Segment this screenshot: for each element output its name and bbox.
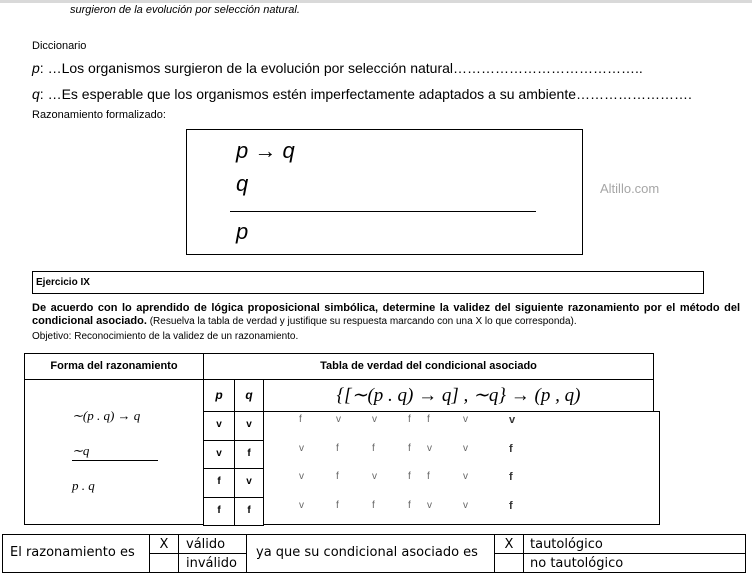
truth-value: v	[463, 442, 468, 454]
truth-value: f	[408, 499, 411, 511]
col-q-header: q	[245, 388, 253, 402]
q-value: f	[247, 504, 251, 516]
top-line-text: surgieron de la evolución por selección natural.	[70, 4, 300, 16]
watermark: Altillo.com	[600, 181, 660, 196]
truth-value: f	[427, 414, 430, 425]
p-value: v	[216, 419, 222, 430]
q-value: v	[246, 419, 252, 430]
header-truth: Tabla de verdad del condicional asociado	[320, 360, 537, 372]
p-value: f	[217, 476, 221, 487]
exercise-title: Ejercicio IX	[36, 277, 90, 288]
header-form: Forma del razonamiento	[50, 360, 178, 372]
truth-value: f	[336, 442, 339, 454]
form-premise-1: ∼(p . q) → q	[72, 408, 141, 423]
conclusion-line	[230, 211, 536, 212]
top-divider	[0, 0, 752, 3]
q-value: v	[246, 476, 252, 487]
main-connective-value: v	[509, 414, 516, 426]
truth-value: v	[299, 471, 304, 482]
premise-2: q	[236, 171, 249, 196]
truth-value: v	[463, 471, 468, 482]
form-premise-2: ∼q	[72, 443, 90, 458]
answer-middle: ya que su condicional asociado es	[256, 545, 478, 560]
truth-value: v	[372, 471, 377, 482]
dictionary-heading: Diccionario	[32, 40, 87, 52]
taut-mark: X	[504, 537, 514, 552]
truth-value: f	[336, 499, 339, 511]
instruction-note: (Resuelva la tabla de verdad y justifique su respuesta marcando con una X lo que corresponda).	[146, 316, 577, 327]
valid-option: válido	[186, 537, 226, 552]
truth-value: f	[336, 471, 339, 482]
not-taut-mark-cell[interactable]	[494, 553, 524, 573]
exercise-title-box	[32, 271, 704, 294]
truth-value: v	[463, 499, 468, 511]
q-variable: q	[32, 86, 40, 102]
instruction-main: De acuerdo con lo aprendido de lógica proposicional simbólica, determine la validez del siguiente razonamiento por el método del condicional asociado.	[32, 302, 740, 327]
truth-value: v	[299, 442, 304, 454]
main-connective-value: f	[509, 499, 513, 512]
premise-1: p → q	[236, 138, 295, 163]
values-cell	[263, 411, 660, 525]
q-value: f	[247, 447, 251, 459]
answer-lead: El razonamiento es	[10, 545, 135, 560]
formalized-heading: Razonamiento formalizado:	[32, 109, 166, 121]
p-value: v	[216, 447, 222, 459]
p-definition: : …Los organismos surgieron de la evolución por selección natural…………………………………..	[39, 60, 643, 76]
dictionary-q-line	[32, 86, 692, 102]
form-cell	[24, 379, 204, 525]
main-connective-value: f	[509, 471, 513, 483]
truth-value: f	[408, 442, 411, 454]
col-p-header: p	[215, 388, 223, 402]
truth-value: v	[463, 414, 468, 425]
truth-value: f	[299, 414, 302, 425]
truth-value: v	[427, 499, 432, 511]
valid-mark: X	[159, 537, 169, 552]
truth-value: v	[372, 414, 377, 425]
main-connective-value: f	[509, 442, 513, 455]
form-conclusion-line	[72, 460, 158, 461]
invalid-mark-cell[interactable]	[149, 553, 179, 573]
truth-value: v	[336, 414, 341, 425]
truth-value: f	[427, 471, 430, 482]
dictionary-p-line	[32, 60, 643, 76]
truth-value: v	[427, 442, 432, 454]
exercise-objective: Objetivo: Reconocimiento de la validez de un razonamiento.	[32, 331, 299, 342]
invalid-option: inválido	[186, 556, 237, 571]
exercise-instruction	[32, 302, 740, 328]
p-variable: p	[32, 60, 40, 76]
truth-value: f	[372, 442, 375, 454]
associated-conditional-formula: {[∼(p . q) → q] , ∼q} → (p , q)	[336, 385, 581, 406]
truth-value: f	[408, 414, 411, 425]
truth-value: f	[408, 471, 411, 482]
p-value: f	[217, 504, 221, 516]
taut-option: tautológico	[530, 537, 603, 552]
not-taut-option: no tautológico	[530, 556, 624, 571]
conclusion: p	[236, 219, 249, 244]
form-conclusion: p . q	[72, 478, 95, 493]
truth-value: f	[372, 499, 375, 511]
q-definition: : …Es esperable que los organismos estén imperfectamente adaptados a su ambiente…………………….	[39, 86, 692, 102]
truth-value: v	[299, 499, 304, 511]
